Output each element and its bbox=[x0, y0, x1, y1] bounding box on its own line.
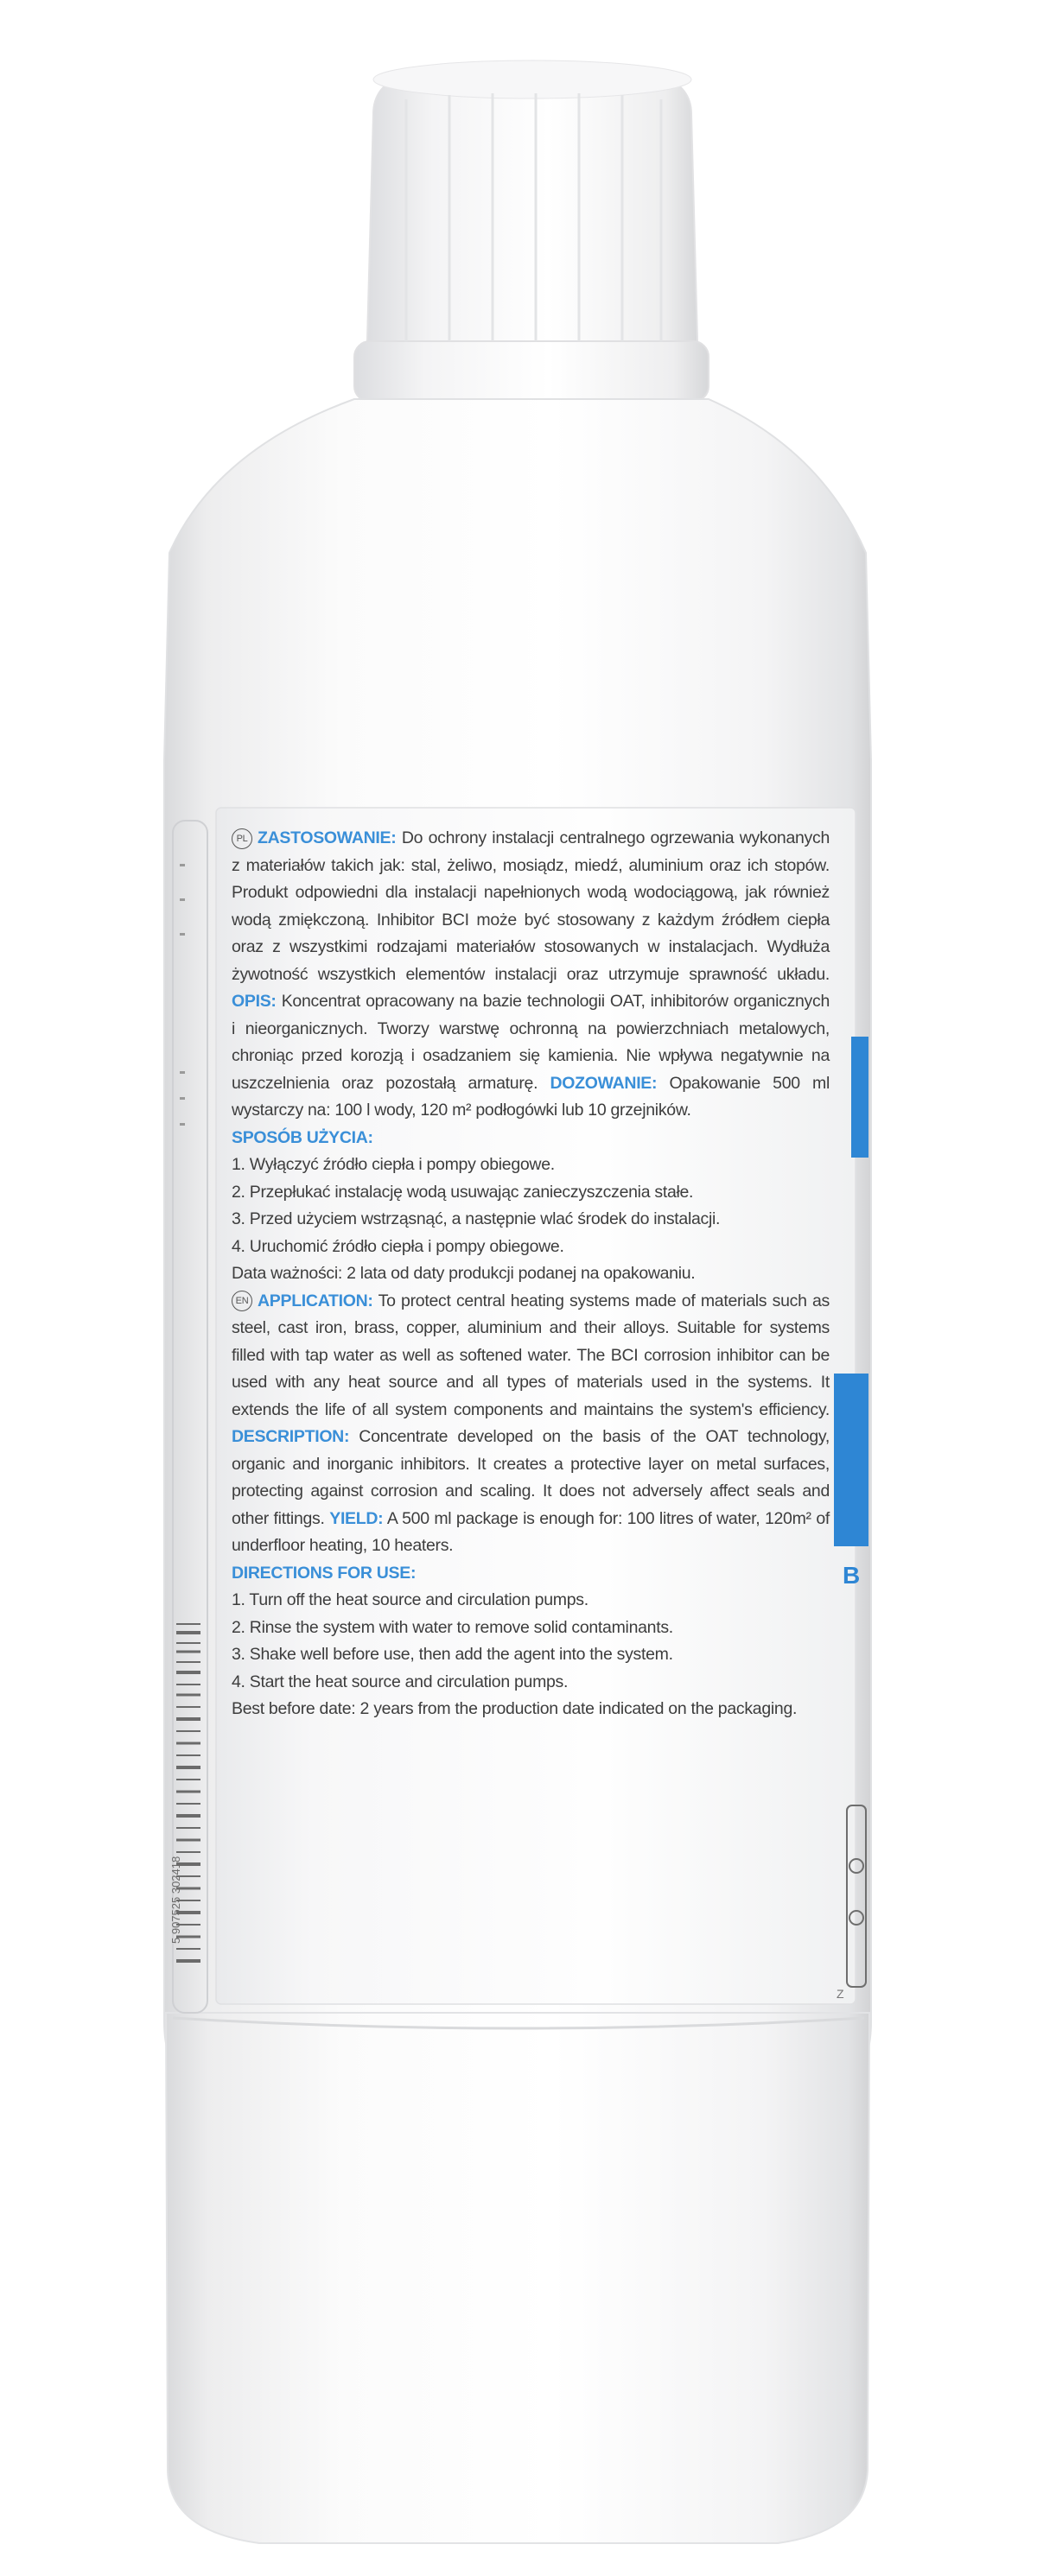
cap bbox=[354, 60, 709, 402]
en-application-text: To protect central heating systems made of materials such as steel, cast iron, brass, copper, aluminium and their alloys. Suitable for systems filled with tap water as well as softened water. The BCI corrosion inhibitor can be used with any heat source and all types of materials used in the systems. It extends the life of all system components and maintains the system's efficiency. bbox=[232, 1291, 830, 1419]
barcode-digits bbox=[169, 1909, 182, 1944]
pl-lang-badge: PL bbox=[232, 828, 252, 849]
front-label-fragment: B bbox=[843, 1562, 861, 1589]
pl-dosage-text: Opakowanie 500 ml wystarczy na: 100 l wody, 120 m² podłogówki lub 10 grzejników. bbox=[232, 1073, 830, 1120]
en-lang-badge: EN bbox=[232, 1291, 252, 1311]
en-application-heading: APPLICATION: bbox=[258, 1291, 373, 1310]
pl-direction-step: 4. Uruchomić źródło ciepła i pompy obiegowe. bbox=[232, 1236, 564, 1256]
en-directions-heading: DIRECTIONS FOR USE: bbox=[232, 1563, 417, 1583]
en-yield-heading: YIELD: bbox=[329, 1508, 384, 1528]
en-direction-step: 1. Turn off the heat source and circulation pumps. bbox=[232, 1590, 588, 1609]
en-directions bbox=[232, 1560, 830, 1697]
pl-section bbox=[232, 825, 830, 1125]
pl-directions bbox=[232, 1125, 830, 1261]
pl-application-text: Do ochrony instalacji centralnego ogrzewania wykonanych z materiałów takich jak: stal, żeliwo, mosiądz, miedź, aluminium oraz ich stopów. Produkt odpowiedni dla instalacji napełnionych wodą wodociągową, jak również wodą zmiękczoną. Inhibitor BCI może być stosowany z każdym źródłem ciepła oraz z wszystkimi rodzajami materiałów stosowanych w instalacjach. Wydłuża żywotność wszystkich elementów instalacji oraz utrzymuje sprawność układu. bbox=[232, 828, 830, 984]
en-yield-text: A 500 ml package is enough for: 100 litres of water, 120m² of underfloor heating, 10 heaters. bbox=[232, 1508, 830, 1555]
en-direction-step: 2. Rinse the system with water to remove solid contaminants. bbox=[232, 1617, 673, 1637]
pl-directions-heading: SPOSÓB UŻYCIA: bbox=[232, 1127, 373, 1147]
pl-description-heading: OPIS: bbox=[232, 992, 277, 1011]
en-direction-step: 4. Start the heat source and circulation pumps. bbox=[232, 1672, 569, 1691]
pl-direction-step: 3. Przed użyciem wstrząsnąć, a następnie wlać środek do instalacji. bbox=[232, 1209, 721, 1228]
en-section bbox=[232, 1288, 830, 1560]
pl-best-before: Data ważności: 2 lata od daty produkcji podanej na opakowaniu. bbox=[232, 1264, 696, 1283]
pl-application-heading: ZASTOSOWANIE: bbox=[258, 828, 397, 847]
en-description-heading: DESCRIPTION: bbox=[232, 1427, 350, 1446]
pl-dosage-heading: DOZOWANIE: bbox=[550, 1073, 658, 1093]
pl-description-text: Koncentrat opracowany na bazie technologii OAT, inhibitorów organicznych i nieorganicznych. Tworzy warstwę ochronną na powierzchniach metalowych, chroniąc przed korozją i osadzaniem się kamienia. Nie wpływa negatywnie na uszczelnienia oraz pozostałą armaturę. bbox=[232, 992, 830, 1093]
label-text bbox=[232, 825, 830, 1723]
pl-direction-step: 2. Przepłukać instalację wodą usuwając zanieczyszczenia stałe. bbox=[232, 1182, 694, 1202]
en-direction-step: 3. Shake well before use, then add the agent into the system. bbox=[232, 1645, 673, 1664]
bottle-base bbox=[166, 2013, 869, 2543]
pl-direction-step: 1. Wyłączyć źródło ciepła i pompy obiegowe. bbox=[232, 1155, 555, 1174]
en-best-before: Best before date: 2 years from the production date indicated on the packaging. bbox=[232, 1699, 798, 1718]
en-description-text: Concentrate developed on the basis of the OAT technology, organic and inorganic inhibitors. It creates a protective layer on metal surfaces, protecting against corrosion and scaling. It does not adversely affect seals and other fittings. bbox=[232, 1427, 830, 1528]
label-text-area bbox=[232, 825, 830, 2021]
front-label-small-fragment: Z bbox=[837, 1987, 844, 2001]
